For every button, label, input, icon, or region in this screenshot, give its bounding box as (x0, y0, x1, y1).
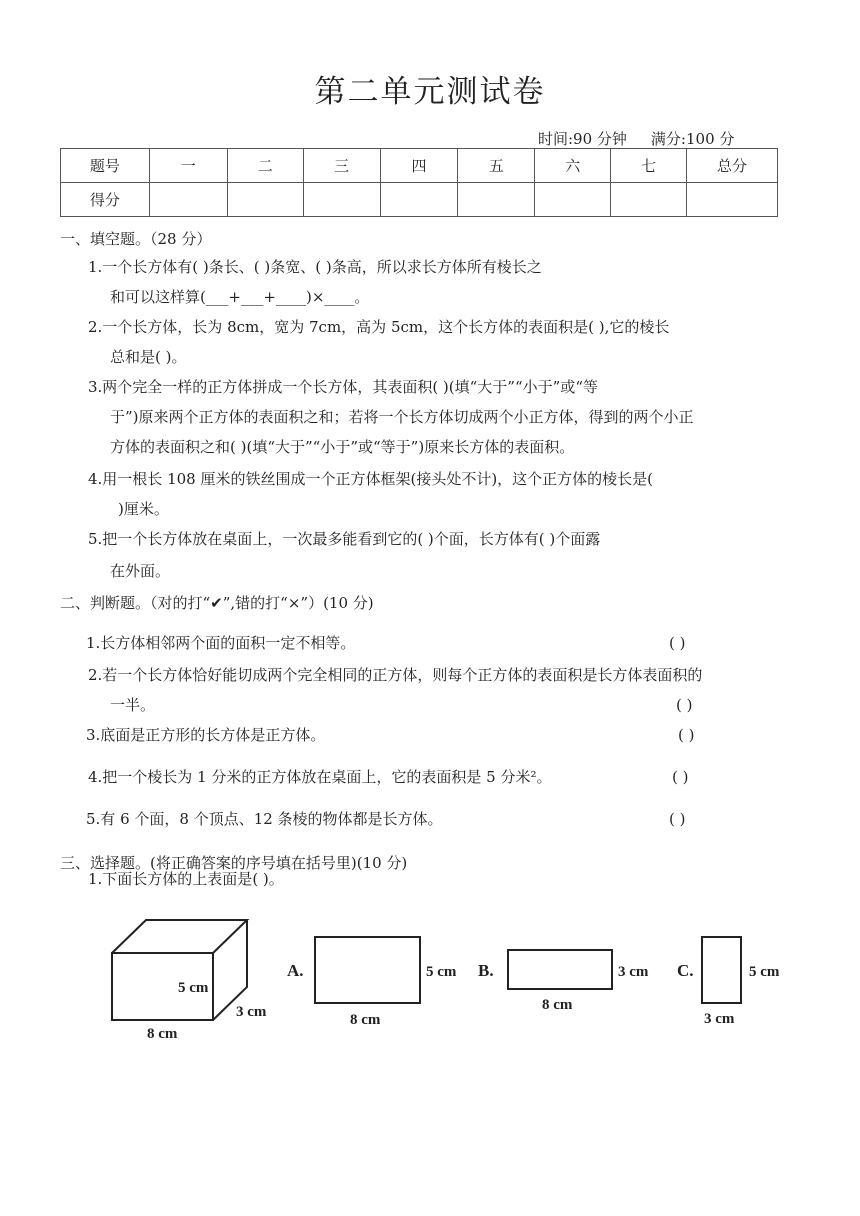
fill-q2-line2: 总和是( )。 (110, 348, 187, 366)
score-input-cell[interactable] (227, 183, 303, 217)
score-header-cell: 三 (303, 149, 380, 183)
exam-meta (538, 128, 734, 149)
cuboid-depth-label: 3 cm (236, 1004, 267, 1020)
choice-q1: 1.下面长方体的上表面是( )。 (88, 870, 284, 888)
score-input-cell[interactable] (380, 183, 458, 217)
cuboid-length-label: 8 cm (147, 1026, 178, 1042)
cuboid-figure (0, 915, 860, 1055)
score-header-cell: 七 (611, 149, 687, 183)
judge-q2-line2: 一半。 (110, 696, 156, 714)
judge-q3-answer[interactable]: ( ) (678, 726, 695, 744)
score-header-cell: 题号 (61, 149, 150, 183)
score-table-header-row (61, 149, 778, 183)
fill-q3-line1: 3.两个完全一样的正方体拼成一个长方体，其表面积( )(填“大于”“小于”或“等 (88, 378, 598, 396)
page-title: 第二单元测试卷 (314, 74, 546, 110)
option-c-bottom-label: 3 cm (704, 1011, 735, 1027)
option-c-side-label: 5 cm (749, 964, 780, 980)
score-header-cell: 四 (380, 149, 458, 183)
option-b-rectangle (508, 950, 612, 989)
fill-q1-line2: 和可以这样算(___+___+____)×____。 (110, 288, 370, 306)
fill-q5-line1: 5.把一个长方体放在桌面上，一次最多能看到它的( )个面，长方体有( )个面露 (88, 530, 601, 548)
section3-heading: 三、选择题。(将正确答案的序号填在括号里)(10 分) (60, 854, 408, 872)
option-c-rectangle (702, 937, 741, 1003)
section2-heading: 二、判断题。（对的打“✔”,错的打“×”）(10 分) (60, 594, 374, 612)
score-input-cell[interactable] (687, 183, 778, 217)
option-a-side-label: 5 cm (426, 964, 457, 980)
full-score: 满分:100 分 (650, 130, 735, 148)
fill-q5-line2: 在外面。 (110, 562, 171, 580)
score-input-cell[interactable] (535, 183, 611, 217)
fill-q1-line1: 1.一个长方体有( )条长、( )条宽、( )条高，所以求长方体所有棱长之 (88, 258, 542, 276)
score-input-cell[interactable] (303, 183, 380, 217)
score-table (60, 148, 778, 217)
score-table-score-row (61, 183, 778, 217)
option-b-letter: B. (478, 961, 494, 980)
score-header-cell: 二 (227, 149, 303, 183)
judge-q2-answer[interactable]: ( ) (676, 696, 693, 714)
option-a-bottom-label: 8 cm (350, 1012, 381, 1028)
fill-q3-line3: 方体的表面积之和( )(填“大于”“小于”或“等于”)原来长方体的表面积。 (110, 438, 575, 456)
judge-q4: 4.把一个棱长为 1 分米的正方体放在桌面上，它的表面积是 5 分米²。 (88, 768, 552, 786)
option-a-letter: A. (287, 961, 304, 980)
fill-q4-line1: 4.用一根长 108 厘米的铁丝围成一个正方体框架(接头处不计)，这个正方体的棱长是( (88, 470, 654, 488)
cuboid-top-face (112, 920, 247, 953)
score-input-cell[interactable] (458, 183, 535, 217)
fill-q4-line2: )厘米。 (118, 500, 169, 518)
score-input-cell[interactable] (611, 183, 687, 217)
judge-q5: 5.有 6 个面，8 个顶点、12 条棱的物体都是长方体。 (86, 810, 443, 828)
section1-heading: 一、填空题。（28 分） (60, 230, 212, 248)
judge-q3: 3.底面是正方形的长方体是正方体。 (86, 726, 326, 744)
option-b-bottom-label: 8 cm (542, 997, 573, 1013)
cuboid-height-label: 5 cm (178, 980, 209, 996)
fill-q3-line2: 于”)原来两个正方体的表面积之和；若将一个长方体切成两个小正方体，得到的两个小正 (110, 408, 694, 426)
judge-q1-answer[interactable]: ( ) (669, 634, 686, 652)
score-header-cell: 六 (535, 149, 611, 183)
option-b-side-label: 3 cm (618, 964, 649, 980)
option-c-letter: C. (677, 961, 694, 980)
time-limit: 时间:90 分钟 (538, 130, 627, 148)
score-input-cell[interactable] (149, 183, 227, 217)
score-header-cell: 五 (458, 149, 535, 183)
judge-q5-answer[interactable]: ( ) (669, 810, 686, 828)
score-header-cell: 一 (149, 149, 227, 183)
judge-q2-line1: 2.若一个长方体恰好能切成两个完全相同的正方体，则每个正方体的表面积是长方体表面积的 (88, 666, 703, 684)
judge-q1: 1.长方体相邻两个面的面积一定不相等。 (86, 634, 356, 652)
fill-q2-line1: 2.一个长方体，长为 8cm，宽为 7cm，高为 5cm，这个长方体的表面积是( ),它的棱长 (88, 318, 670, 336)
score-header-cell: 总分 (687, 149, 778, 183)
option-a-rectangle (315, 937, 420, 1003)
judge-q4-answer[interactable]: ( ) (672, 768, 689, 786)
score-row-label: 得分 (61, 183, 150, 217)
